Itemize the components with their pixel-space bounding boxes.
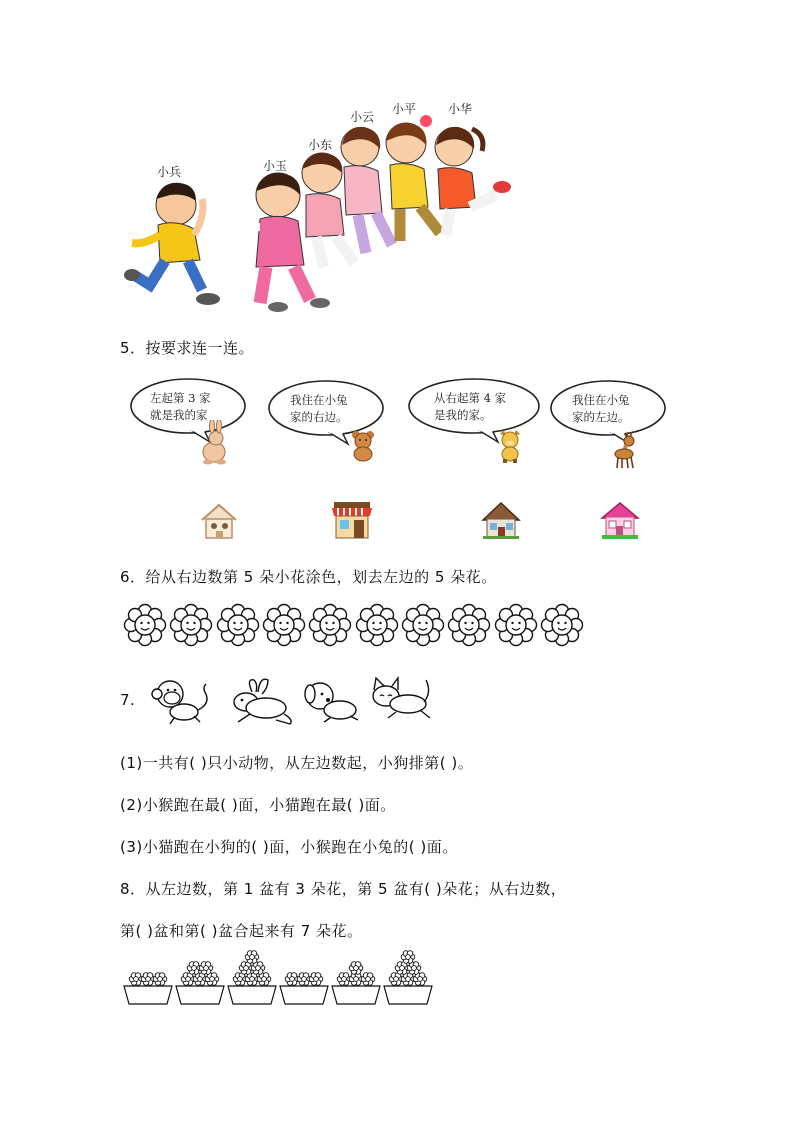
speech-bubble (548, 378, 668, 446)
dog-icon (300, 678, 362, 724)
question-7-number: 7. (120, 691, 136, 709)
flower-icon[interactable] (264, 605, 305, 646)
rabbit-icon (224, 676, 296, 726)
flower-row (122, 602, 588, 648)
pot-flower-icon (309, 973, 323, 986)
pot-flower-icon (199, 962, 213, 975)
cat-icon (366, 674, 438, 724)
speech-bubble (128, 376, 248, 444)
question-6-title: 6．给从右边数第 5 朵小花涂色，划去左边的 5 朵花。 (120, 568, 497, 586)
flower-pot (176, 986, 224, 1004)
cottage-icon (481, 500, 521, 540)
bubble-text: 从右起第 4 家 是我的家。 (434, 391, 507, 422)
pot-flower-icon (361, 973, 375, 986)
flower-icon[interactable] (218, 605, 259, 646)
question-8-line-1: 8．从左边数，第 1 盆有 3 朵花，第 5 盆有( )朵花；从右边数， (120, 880, 567, 898)
kid-name-label: 小云 (350, 110, 375, 124)
kid-name-label: 小平 (392, 102, 417, 116)
flower-icon[interactable] (357, 605, 398, 646)
flower-icon[interactable] (449, 605, 490, 646)
pot-flower-icon (153, 973, 167, 986)
bubble-text: 我住在小兔 家的右边。 (290, 393, 348, 424)
deer-icon (612, 430, 640, 470)
flower-icon[interactable] (310, 605, 351, 646)
flower-icon[interactable] (496, 605, 537, 646)
flower-pot (228, 986, 276, 1004)
flower-pot (332, 986, 380, 1004)
question-7-line-2: (2)小猴跑在最( )面，小猫跑在最( )面。 (120, 796, 396, 814)
flower-icon[interactable] (171, 605, 212, 646)
house-icon (198, 502, 240, 540)
bear-icon (350, 430, 376, 462)
pot-flower-icon (401, 951, 415, 964)
pot-flower-icon (349, 962, 363, 975)
flower-icon[interactable] (542, 605, 583, 646)
flower-pot (124, 986, 172, 1004)
bubble-text: 左起第 3 家 就是我的家 (150, 391, 211, 422)
flower-pot (384, 986, 432, 1004)
flower-pot (280, 986, 328, 1004)
shop-icon (330, 500, 374, 540)
question-7-line-3: (3)小猫跑在小狗的( )面，小猴跑在小兔的( )面。 (120, 838, 458, 856)
kid-name-label: 小玉 (263, 159, 288, 173)
monkey-icon (148, 676, 212, 726)
calf-icon (496, 428, 524, 464)
pot-flower-icon (245, 951, 259, 964)
question-5-title: 5．按要求连一连。 (120, 339, 255, 357)
rabbit-icon (198, 420, 230, 466)
kid-name-label: 小华 (448, 102, 473, 116)
flower-icon[interactable] (403, 605, 444, 646)
flower-icon[interactable] (125, 605, 166, 646)
children-illustration (110, 95, 520, 320)
question-7-line-1: (1)一共有( )只小动物，从左边数起，小狗排第( )。 (120, 754, 474, 772)
pink-house-icon (600, 500, 640, 540)
kid-name-label: 小兵 (157, 165, 182, 179)
bubble-text: 我住在小兔 家的左边。 (572, 393, 630, 424)
running-kids-icon (110, 95, 520, 320)
flower-pots (120, 950, 436, 1008)
kid-name-label: 小东 (308, 138, 333, 152)
question-8-line-2: 第( )盆和第( )盆合起来有 7 朵花。 (120, 922, 363, 940)
